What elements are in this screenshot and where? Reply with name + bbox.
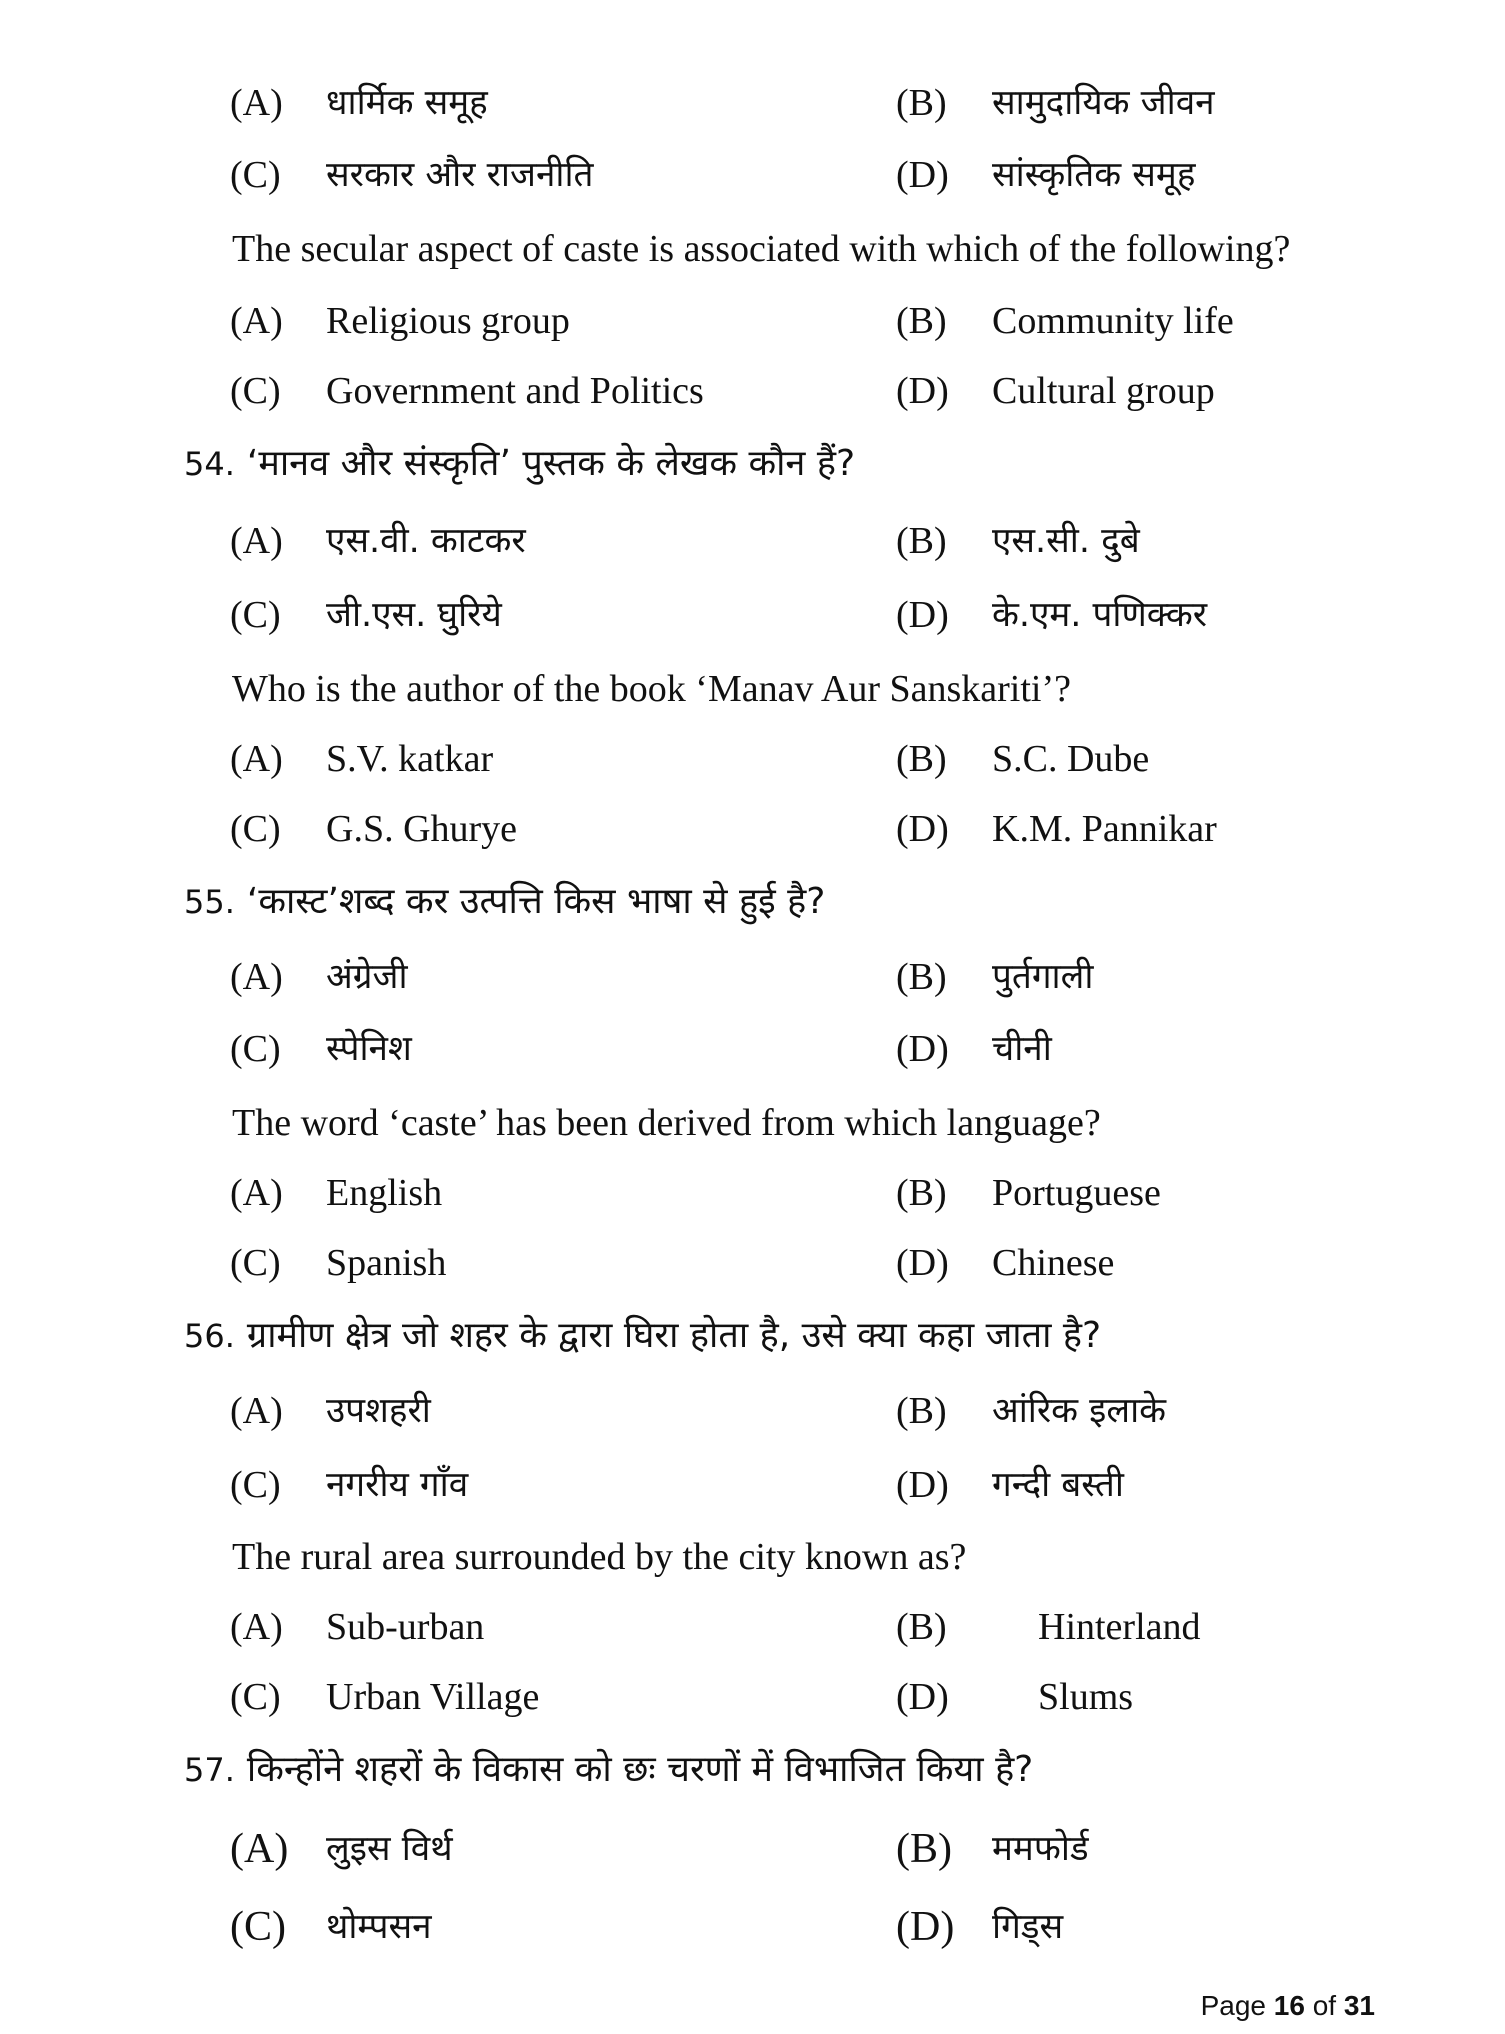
option-letter: (A) bbox=[230, 1826, 289, 1872]
option-row bbox=[0, 1452, 1505, 1518]
option-letter: (B) bbox=[896, 1826, 952, 1872]
total-page-number: 31 bbox=[1343, 1990, 1375, 2021]
page-footer bbox=[1201, 1990, 1375, 2022]
option-text: के.एम. पणिक्कर bbox=[992, 595, 1208, 635]
option-row bbox=[0, 142, 1505, 208]
option-text: Government and Politics bbox=[326, 370, 704, 412]
option-text: S.C. Dube bbox=[992, 738, 1150, 780]
option-letter: (D) bbox=[896, 1676, 949, 1718]
question-english: The rural area surrounded by the city known as? bbox=[232, 1536, 967, 1578]
option-letter: (B) bbox=[896, 1390, 947, 1432]
option-text: Spanish bbox=[326, 1242, 447, 1284]
option-text: जी.एस. घुरिये bbox=[326, 595, 502, 635]
question-hindi bbox=[184, 430, 855, 497]
option-letter: (A) bbox=[230, 82, 283, 124]
option-letter: (A) bbox=[230, 738, 283, 780]
option-letter: (A) bbox=[230, 1390, 283, 1432]
option-text: स्पेनिश bbox=[326, 1029, 412, 1069]
option-text: S.V. katkar bbox=[326, 738, 494, 780]
option-text: सांस्कृतिक समूह bbox=[992, 155, 1196, 195]
option-row bbox=[0, 288, 1505, 354]
option-letter: (B) bbox=[896, 82, 947, 124]
question-number: 57. bbox=[184, 1751, 235, 1789]
option-letter: (C) bbox=[230, 1904, 286, 1950]
option-letter: (C) bbox=[230, 1242, 281, 1284]
option-letter: (A) bbox=[230, 520, 283, 562]
question-number: 56. bbox=[184, 1317, 235, 1355]
option-text: एस.वी. काटकर bbox=[326, 521, 526, 561]
option-row bbox=[0, 1894, 1505, 1960]
option-text: आंरिक इलाके bbox=[992, 1391, 1167, 1431]
option-text: G.S. Ghurye bbox=[326, 808, 518, 850]
option-text: थोम्पसन bbox=[326, 1907, 432, 1947]
question-number: 54. bbox=[184, 445, 235, 483]
option-letter: (B) bbox=[896, 956, 947, 998]
option-text: English bbox=[326, 1172, 443, 1214]
option-letter: (A) bbox=[230, 1606, 283, 1648]
option-letter: (B) bbox=[896, 1172, 947, 1214]
option-letter: (C) bbox=[230, 594, 281, 636]
option-letter: (D) bbox=[896, 1242, 949, 1284]
option-row bbox=[0, 358, 1505, 424]
question-number: 55. bbox=[184, 883, 235, 921]
option-letter: (D) bbox=[896, 1904, 955, 1950]
option-text: पुर्तगाली bbox=[992, 957, 1094, 997]
option-text: Slums bbox=[1038, 1676, 1134, 1718]
option-letter: (C) bbox=[230, 1028, 281, 1070]
option-row bbox=[0, 1816, 1505, 1882]
option-letter: (C) bbox=[230, 370, 281, 412]
option-text: धार्मिक समूह bbox=[326, 83, 488, 123]
question-hindi bbox=[184, 1736, 1033, 1803]
option-letter: (D) bbox=[896, 370, 949, 412]
option-letter: (D) bbox=[896, 594, 949, 636]
option-text: Community life bbox=[992, 300, 1234, 342]
option-text: Cultural group bbox=[992, 370, 1215, 412]
option-text: उपशहरी bbox=[326, 1391, 431, 1431]
current-page-number: 16 bbox=[1273, 1990, 1305, 2021]
question-text: ग्रामीण क्षेत्र जो शहर के द्वारा घिरा होता है, उसे क्या कहा जाता है? bbox=[246, 1315, 1102, 1356]
question-text: ‘कास्ट’शब्द कर उत्पत्ति किस भाषा से हुई है? bbox=[246, 881, 826, 922]
option-text: नगरीय गाँव bbox=[326, 1465, 469, 1505]
option-row bbox=[0, 796, 1505, 862]
option-row bbox=[0, 508, 1505, 574]
option-text: ममफोर्ड bbox=[992, 1829, 1089, 1869]
option-letter: (D) bbox=[896, 1028, 949, 1070]
option-letter: (B) bbox=[896, 1606, 947, 1648]
option-text: चीनी bbox=[992, 1029, 1052, 1069]
of-word: of bbox=[1312, 1990, 1337, 2021]
option-letter: (D) bbox=[896, 808, 949, 850]
option-text: गिड्स bbox=[992, 1907, 1064, 1947]
option-row bbox=[0, 726, 1505, 792]
option-row bbox=[0, 1664, 1505, 1730]
question-english: Who is the author of the book ‘Manav Aur Sanskariti’? bbox=[232, 668, 1071, 710]
option-text: Portuguese bbox=[992, 1172, 1161, 1214]
option-row bbox=[0, 582, 1505, 648]
option-letter: (B) bbox=[896, 520, 947, 562]
option-row bbox=[0, 1378, 1505, 1444]
option-letter: (D) bbox=[896, 154, 949, 196]
option-letter: (A) bbox=[230, 956, 283, 998]
option-letter: (C) bbox=[230, 1464, 281, 1506]
option-letter: (A) bbox=[230, 1172, 283, 1214]
page-word: Page bbox=[1200, 1990, 1266, 2021]
option-text: Religious group bbox=[326, 300, 570, 342]
option-text: Sub-urban bbox=[326, 1606, 485, 1648]
option-text: Chinese bbox=[992, 1242, 1115, 1284]
option-letter: (C) bbox=[230, 1676, 281, 1718]
question-english: The secular aspect of caste is associated with which of the following? bbox=[232, 228, 1291, 270]
option-row bbox=[0, 70, 1505, 136]
option-row bbox=[0, 1594, 1505, 1660]
option-row bbox=[0, 1016, 1505, 1082]
option-text: सरकार और राजनीति bbox=[326, 155, 594, 195]
option-row bbox=[0, 1230, 1505, 1296]
option-row bbox=[0, 1160, 1505, 1226]
option-text: K.M. Pannikar bbox=[992, 808, 1217, 850]
option-text: Hinterland bbox=[1038, 1606, 1201, 1648]
option-text: Urban Village bbox=[326, 1676, 540, 1718]
option-row bbox=[0, 944, 1505, 1010]
option-letter: (C) bbox=[230, 154, 281, 196]
option-letter: (B) bbox=[896, 300, 947, 342]
question-text: ‘मानव और संस्कृति’ पुस्तक के लेखक कौन हैं? bbox=[246, 443, 856, 484]
option-text: एस.सी. दुबे bbox=[992, 521, 1140, 561]
question-english: The word ‘caste’ has been derived from which language? bbox=[232, 1102, 1101, 1144]
question-hindi bbox=[184, 868, 825, 935]
option-letter: (B) bbox=[896, 738, 947, 780]
option-text: लुइस विर्थ bbox=[326, 1829, 453, 1869]
question-text: किन्होंने शहरों के विकास को छः चरणों में विभाजित किया है? bbox=[246, 1749, 1034, 1790]
option-text: गन्दी बस्ती bbox=[992, 1465, 1124, 1505]
question-hindi bbox=[184, 1302, 1101, 1369]
option-letter: (C) bbox=[230, 808, 281, 850]
option-text: सामुदायिक जीवन bbox=[992, 83, 1215, 123]
option-letter: (D) bbox=[896, 1464, 949, 1506]
option-text: अंग्रेजी bbox=[326, 957, 408, 997]
option-letter: (A) bbox=[230, 300, 283, 342]
